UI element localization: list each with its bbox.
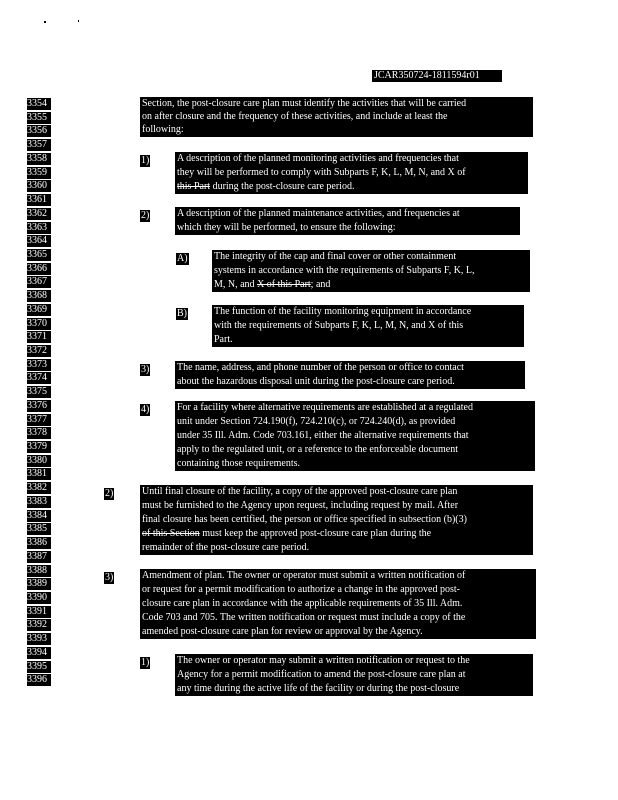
- line-number: 3382: [27, 482, 51, 494]
- line-number: 3378: [27, 427, 51, 439]
- line-number: 3373: [27, 359, 51, 371]
- line-number: 3368: [27, 290, 51, 302]
- line-number: 3355: [27, 112, 51, 124]
- section-2-line: remainder of the post-closure care period.: [142, 542, 310, 553]
- line-number: 3394: [27, 647, 51, 659]
- item-1-number: 1): [141, 155, 150, 166]
- line-number: 3366: [27, 263, 51, 275]
- line-number: 3384: [27, 510, 51, 522]
- item-b-number: B): [177, 308, 187, 319]
- line-number: 3370: [27, 318, 51, 330]
- line-number: 3367: [27, 276, 51, 288]
- scan-mark: [44, 21, 46, 23]
- line-number: 3354: [27, 98, 51, 110]
- line-number: 3381: [27, 468, 51, 480]
- line-number: 3395: [27, 661, 51, 673]
- item-4-line: unit under Section 724.190(f), 724.210(c), or 724.240(d), as provided: [177, 416, 456, 427]
- section-3-line: closure care plan in accordance with the applicable requirements of 35 Ill. Adm.: [142, 598, 463, 609]
- section-3-line: amended post-closure care plan for review or approval by the Agency.: [142, 626, 423, 637]
- sub-item-1-number: 1): [141, 657, 150, 668]
- item-1-line: they will be performed to comply with Subparts F, K, L, M, N, and X of: [177, 167, 466, 178]
- line-number: 3383: [27, 496, 51, 508]
- line-number: 3359: [27, 167, 51, 179]
- item-a-number: A): [177, 253, 188, 264]
- line-number: 3389: [27, 578, 51, 590]
- line-number: 3390: [27, 592, 51, 604]
- section-2-line: must be furnished to the Agency upon request, including request by mail. After: [142, 500, 459, 511]
- line-number: 3361: [27, 194, 51, 206]
- sub-item-1-line: any time during the active life of the facility or during the post-closure: [177, 683, 460, 694]
- item-a-line: The integrity of the cap and final cover or other containment: [214, 251, 457, 262]
- intro-line: on after closure and the frequency of these activities, and include at least the: [142, 111, 448, 122]
- line-number: 3363: [27, 222, 51, 234]
- section-3-number: 3): [105, 572, 114, 583]
- line-number: 3356: [27, 125, 51, 137]
- line-number: 3369: [27, 304, 51, 316]
- item-2-line: which they will be performed, to ensure the following:: [177, 222, 396, 233]
- scan-mark: [78, 20, 79, 22]
- item-b-line: Part.: [214, 334, 233, 345]
- section-2-line: of this Section must keep the approved post-closure care plan during the: [142, 528, 432, 539]
- line-number: 3386: [27, 537, 51, 549]
- item-a-line: systems in accordance with the requirements of Subparts F, K, L,: [214, 265, 475, 276]
- sub-item-1-line: Agency for a permit modification to amend the post-closure care plan at: [177, 669, 466, 680]
- struck-text: X of this Part: [257, 279, 311, 290]
- line-number: 3357: [27, 139, 51, 151]
- intro-line: Section, the post-closure care plan must identify the activities that will be carried: [142, 98, 467, 109]
- line-number: 3375: [27, 386, 51, 398]
- line-number: 3358: [27, 153, 51, 165]
- line-number: 3385: [27, 523, 51, 535]
- line-number: 3379: [27, 441, 51, 453]
- item-4-line: apply to the regulated unit, or a reference to the enforceable document: [177, 444, 458, 455]
- item-1-line: A description of the planned monitoring activities and frequencies that: [177, 153, 459, 164]
- doc-id: JCAR350724-1811594r01: [374, 70, 480, 81]
- struck-text: this Part: [177, 181, 211, 192]
- item-b-line: The function of the facility monitoring equipment in accordance: [214, 306, 472, 317]
- line-number: 3388: [27, 565, 51, 577]
- item-4-line: For a facility where alternative requirements are established at a regulated: [177, 402, 473, 413]
- line-number: 3365: [27, 249, 51, 261]
- line-number: 3372: [27, 345, 51, 357]
- item-a-line: M, N, and X of this Part; and: [214, 279, 331, 290]
- line-number: 3374: [27, 372, 51, 384]
- struck-text: of this Section: [142, 528, 200, 539]
- item-1-line: this Part during the post-closure care period.: [177, 181, 355, 192]
- sub-item-1-line: The owner or operator may submit a written notification or request to the: [177, 655, 470, 666]
- item-3-number: 3): [141, 364, 150, 375]
- section-3-line: or request for a permit modification to authorize a change in the approved post-: [142, 584, 460, 595]
- line-number: 3396: [27, 674, 51, 686]
- line-number: 3371: [27, 331, 51, 343]
- line-number: 3360: [27, 180, 51, 192]
- line-number: 3380: [27, 455, 51, 467]
- item-2-line: A description of the planned maintenance activities, and frequencies at: [177, 208, 460, 219]
- item-3-line: about the hazardous disposal unit during the post-closure care period.: [177, 376, 455, 387]
- line-number: 3387: [27, 551, 51, 563]
- intro-line: following:: [142, 124, 184, 135]
- line-number: 3377: [27, 414, 51, 426]
- section-2-number: 2): [105, 488, 114, 499]
- section-3-line: Code 703 and 705. The written notification or request must include a copy of the: [142, 612, 466, 623]
- item-4-number: 4): [141, 404, 150, 415]
- line-number: 3376: [27, 400, 51, 412]
- item-3-line: The name, address, and phone number of the person or office to contact: [177, 362, 464, 373]
- section-3-line: Amendment of plan. The owner or operator must submit a written notification of: [142, 570, 466, 581]
- item-2-number: 2): [141, 210, 150, 221]
- item-b-line: with the requirements of Subparts F, K, L, M, N, and X of this: [214, 320, 464, 331]
- section-2-line: Until final closure of the facility, a copy of the approved post-closure care plan: [142, 486, 458, 497]
- line-number: 3392: [27, 619, 51, 631]
- item-4-line: containing those requirements.: [177, 458, 301, 469]
- line-number: 3362: [27, 208, 51, 220]
- section-2-line: final closure has been certified, the person or office specified in subsection (b)(3): [142, 514, 467, 525]
- line-number: 3364: [27, 235, 51, 247]
- line-number: 3391: [27, 606, 51, 618]
- line-number: 3393: [27, 633, 51, 645]
- item-4-line: under 35 Ill. Adm. Code 703.161, either the alternative requirements that: [177, 430, 469, 441]
